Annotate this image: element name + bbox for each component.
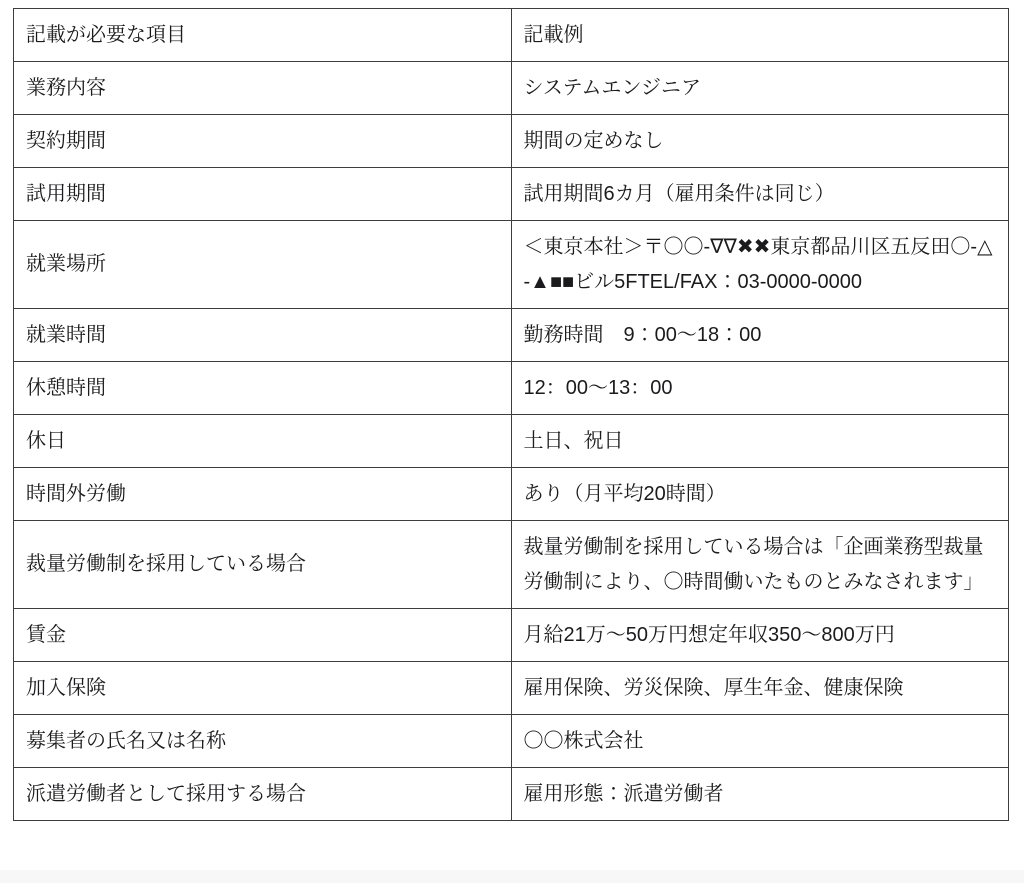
header-cell-required-items: 記載が必要な項目 — [14, 9, 512, 62]
table-row — [14, 662, 1009, 715]
table-row — [14, 468, 1009, 521]
table-row — [14, 309, 1009, 362]
table-container — [13, 8, 1009, 821]
example-cell: 〇〇株式会社 — [511, 715, 1009, 768]
example-cell: 試用期間6カ月（雇用条件は同じ） — [511, 168, 1009, 221]
item-cell: 就業場所 — [14, 221, 512, 309]
table-row — [14, 715, 1009, 768]
table-row — [14, 415, 1009, 468]
item-cell: 派遣労働者として採用する場合 — [14, 768, 512, 821]
table-row — [14, 521, 1009, 609]
example-cell: 雇用形態：派遣労働者 — [511, 768, 1009, 821]
page-bottom-strip — [0, 870, 1024, 883]
item-cell: 休日 — [14, 415, 512, 468]
table-row — [14, 362, 1009, 415]
example-cell: 土日、祝日 — [511, 415, 1009, 468]
example-cell: 裁量労働制を採用している場合は「企画業務型裁量労働制により、〇時間働いたものとみなされます」 — [511, 521, 1009, 609]
item-cell: 契約期間 — [14, 115, 512, 168]
table-header-row — [14, 9, 1009, 62]
example-cell: システムエンジニア — [511, 62, 1009, 115]
header-cell-example: 記載例 — [511, 9, 1009, 62]
item-cell: 募集者の氏名又は名称 — [14, 715, 512, 768]
example-cell: 勤務時間 9：00〜18：00 — [511, 309, 1009, 362]
table-row — [14, 62, 1009, 115]
item-cell: 賃金 — [14, 609, 512, 662]
example-cell: 期間の定めなし — [511, 115, 1009, 168]
item-cell: 就業時間 — [14, 309, 512, 362]
example-cell: 雇用保険、労災保険、厚生年金、健康保険 — [511, 662, 1009, 715]
item-cell: 裁量労働制を採用している場合 — [14, 521, 512, 609]
item-cell: 休憩時間 — [14, 362, 512, 415]
example-cell: ＜東京本社＞〒〇〇-∇∇✖✖東京都品川区五反田〇-△-▲■■ビル5FTEL/FAX：03-0000-0000 — [511, 221, 1009, 309]
item-cell: 加入保険 — [14, 662, 512, 715]
example-cell: 12：00〜13：00 — [511, 362, 1009, 415]
item-cell: 試用期間 — [14, 168, 512, 221]
example-cell: あり（月平均20時間） — [511, 468, 1009, 521]
example-cell: 月給21万〜50万円想定年収350〜800万円 — [511, 609, 1009, 662]
table-row — [14, 221, 1009, 309]
table-row — [14, 168, 1009, 221]
table-row — [14, 115, 1009, 168]
item-cell: 業務内容 — [14, 62, 512, 115]
job-posting-items-table — [13, 8, 1009, 821]
table-body — [14, 62, 1009, 821]
table-row — [14, 609, 1009, 662]
item-cell: 時間外労働 — [14, 468, 512, 521]
table-row — [14, 768, 1009, 821]
